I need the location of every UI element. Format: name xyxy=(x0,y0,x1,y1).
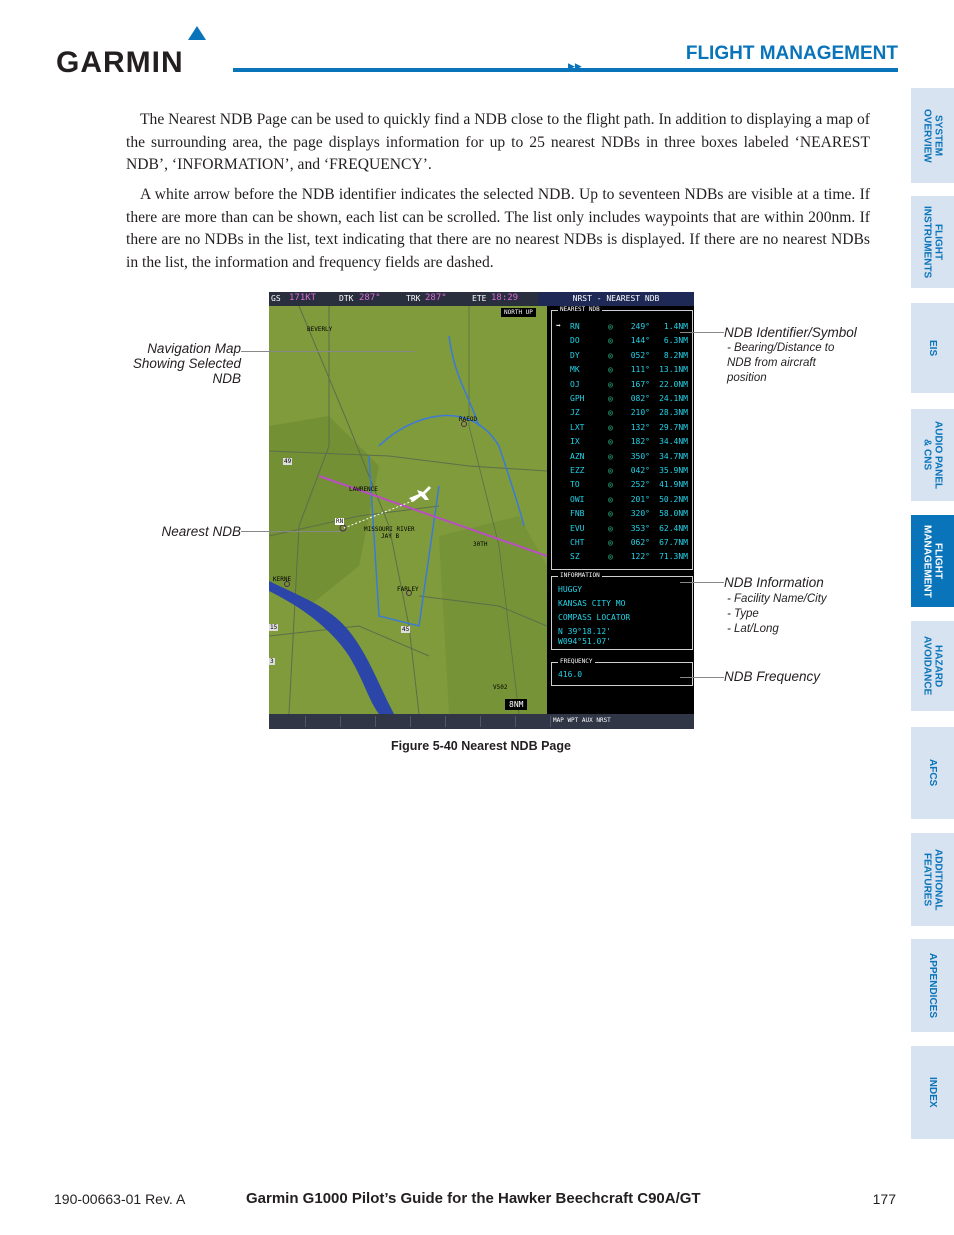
nearest-ndb-box xyxy=(551,306,693,570)
tab-hazard-avoidance[interactable] xyxy=(911,621,954,711)
ndb-distance: 50.2NM xyxy=(659,494,688,504)
ndb-row[interactable] xyxy=(556,407,690,421)
callout-ndb-information: NDB Information xyxy=(724,575,824,590)
ndb-row[interactable] xyxy=(556,494,690,508)
ndb-bearing: 082° xyxy=(630,394,650,403)
ndb-row[interactable] xyxy=(556,364,690,378)
ndb-bearing: 350° xyxy=(630,451,650,461)
tab-system-overview[interactable] xyxy=(911,88,954,183)
navigation-map[interactable] xyxy=(269,306,547,714)
tab-label: INDEX xyxy=(927,1077,938,1108)
ndb-row[interactable] xyxy=(556,321,690,335)
callout-nearest-ndb-leader xyxy=(241,531,341,532)
ndb-distance: 34.7NM xyxy=(659,451,688,461)
ndb-bearing: 252° xyxy=(630,480,650,490)
ndb-row[interactable] xyxy=(556,479,690,493)
ndb-symbol-icon: ◎ xyxy=(608,394,613,403)
info-lat: N 39°18.12' xyxy=(558,627,611,636)
gs-label: GS xyxy=(271,294,281,303)
callout-ndb-identifier-leader xyxy=(680,332,724,333)
map-graphics xyxy=(269,306,547,714)
brand-name: GARMIN xyxy=(56,46,184,79)
tab-label: AUDIO PANEL & CNS xyxy=(921,420,944,490)
ndb-bearing: 320° xyxy=(630,509,650,519)
tab-flight-management[interactable] xyxy=(911,515,954,607)
garmin-logo xyxy=(56,26,220,79)
map-label-hwy-3: 3 xyxy=(270,658,274,665)
info-city: KANSAS CITY MO xyxy=(558,599,626,608)
ndb-symbol-icon: ◎ xyxy=(608,466,613,475)
ndb-bearing: 111° xyxy=(630,365,650,375)
ndb-distance: 35.9NM xyxy=(659,466,688,475)
dtk-label: DTK xyxy=(339,294,354,303)
garmin-triangle-icon xyxy=(188,26,206,40)
softkey-bar xyxy=(269,714,694,729)
ndb-symbol-icon: ◎ xyxy=(608,552,613,562)
ndb-identifier: DO xyxy=(570,336,580,346)
ndb-distance: 62.4NM xyxy=(659,523,688,533)
tab-appendices[interactable] xyxy=(911,939,954,1032)
ndb-bearing: 210° xyxy=(630,408,650,418)
callout-ndb-identifier-sub: - Bearing/Distance to NDB from aircraft position xyxy=(727,342,835,384)
footer-page-number: 177 xyxy=(872,1191,896,1207)
ndb-bearing: 167° xyxy=(630,379,650,389)
trk-label: TRK xyxy=(406,294,421,303)
tab-label: APPENDICES xyxy=(927,952,938,1018)
nearest-ndb-box-label: NEAREST NDB xyxy=(560,306,600,313)
ndb-distance: 22.0NM xyxy=(659,379,688,389)
ndb-identifier: DY xyxy=(570,350,580,360)
map-label-hwy-49: 49 xyxy=(284,458,292,465)
tab-label: AFCS xyxy=(927,759,938,787)
ndb-identifier: GPH xyxy=(570,394,585,403)
ndb-row[interactable] xyxy=(556,451,690,465)
info-type: COMPASS LOCATOR xyxy=(558,613,631,622)
ndb-distance: 28.3NM xyxy=(659,408,688,418)
information-box-label: INFORMATION xyxy=(560,572,600,579)
map-label-hwy-45: 45 xyxy=(402,626,410,633)
dtk-value: 287° xyxy=(359,293,381,303)
tab-index[interactable] xyxy=(911,1046,954,1139)
ndb-identifier: IX xyxy=(570,437,580,447)
ndb-distance: 24.1NM xyxy=(659,394,688,403)
footer-doc-number: 190-00663-01 Rev. A xyxy=(54,1191,186,1207)
ndb-row[interactable] xyxy=(556,551,690,565)
ete-value: 18:29 xyxy=(491,293,519,303)
ndb-identifier: MK xyxy=(570,365,580,375)
map-label-raeod: RAEOD xyxy=(459,416,478,423)
softkey-5[interactable] xyxy=(411,716,446,727)
softkey-6[interactable] xyxy=(446,716,481,727)
ndb-bearing: 353° xyxy=(630,523,650,533)
ndb-symbol-icon: ◎ xyxy=(608,523,613,533)
ndb-distance: 67.7NM xyxy=(659,538,688,547)
page-group-indicator: MAP WPT AUX NRST xyxy=(553,717,611,724)
callout-ndb-information-sub: - Facility Name/City - Type - Lat/Long xyxy=(727,593,827,635)
gs-value: 171KT xyxy=(289,293,317,303)
ndb-row[interactable] xyxy=(556,422,690,436)
ndb-symbol-icon: ◎ xyxy=(608,408,613,418)
ndb-row[interactable] xyxy=(556,537,690,551)
ndb-row[interactable] xyxy=(556,508,690,522)
map-label-30th: 30TH xyxy=(473,541,488,548)
ndb-identifier: FNB xyxy=(570,509,585,519)
ndb-distance: 8.2NM xyxy=(663,350,688,360)
tab-label: EIS xyxy=(927,339,938,357)
ndb-identifier: LXT xyxy=(570,422,585,432)
ndb-symbol-icon: ◎ xyxy=(608,422,613,432)
ndb-distance: 6.3NM xyxy=(663,336,688,346)
header-rule xyxy=(233,68,898,72)
map-range: 8NM xyxy=(505,699,527,710)
header-arrow-icon: ▶▶ xyxy=(568,62,582,72)
ete-label: ETE xyxy=(472,294,487,303)
tab-label: HAZARD AVOIDANCE xyxy=(921,636,944,696)
ndb-symbol-icon: ◎ xyxy=(608,322,613,331)
map-label-kerne: KERNE xyxy=(273,576,292,583)
tab-label: SYSTEM OVERVIEW xyxy=(921,108,944,163)
ndb-bearing: 144° xyxy=(630,336,650,346)
ndb-row[interactable] xyxy=(556,465,690,479)
nearest-ndb-screenshot xyxy=(269,292,694,729)
ndb-symbol-icon: ◎ xyxy=(608,494,613,504)
ndb-identifier: EZZ xyxy=(570,466,585,475)
ndb-row[interactable] xyxy=(556,436,690,450)
frequency-box-label: FREQUENCY xyxy=(560,658,593,665)
map-label-v502: V502 xyxy=(493,684,508,691)
tab-label: ADDITIONAL FEATURES xyxy=(921,848,944,911)
ndb-symbol-icon: ◎ xyxy=(608,480,613,490)
ndb-row[interactable] xyxy=(556,379,690,393)
ndb-bearing: 062° xyxy=(630,538,650,547)
ndb-distance: 34.4NM xyxy=(659,437,688,447)
ndb-distance: 1.4NM xyxy=(663,322,688,331)
tab-eis[interactable] xyxy=(911,303,954,393)
ndb-bearing: 122° xyxy=(630,552,650,562)
map-label-rn: RN xyxy=(336,518,344,525)
ndb-identifier: OJ xyxy=(570,379,580,389)
callout-nearest-ndb: Nearest NDB xyxy=(161,524,241,539)
ndb-identifier: AZN xyxy=(570,451,585,461)
trk-value: 287° xyxy=(425,293,447,303)
tab-additional-features[interactable] xyxy=(911,833,954,926)
ndb-identifier: CHT xyxy=(570,538,585,547)
ndb-distance: 13.1NM xyxy=(659,365,688,375)
map-label-lawrence: LAWRENCE xyxy=(349,486,378,493)
frequency-value[interactable]: 416.0 xyxy=(558,670,583,679)
tab-label: FLIGHT INSTRUMENTS xyxy=(921,205,944,279)
ndb-bearing: 182° xyxy=(630,437,650,447)
ndb-identifier: OWI xyxy=(570,494,585,504)
figure-caption: Figure 5-40 Nearest NDB Page xyxy=(391,739,571,753)
ndb-distance: 29.7NM xyxy=(659,422,688,432)
ndb-distance: 71.3NM xyxy=(659,552,688,562)
footer-title: Garmin G1000 Pilot’s Guide for the Hawker Beechcraft C90A/GT xyxy=(246,1190,701,1207)
ndb-identifier: RN xyxy=(570,322,580,331)
softkey-4[interactable] xyxy=(376,716,411,727)
ndb-symbol-icon: ◎ xyxy=(608,509,613,519)
ndb-row[interactable] xyxy=(556,393,690,407)
callout-ndb-frequency: NDB Frequency xyxy=(724,669,821,684)
softkey-1[interactable] xyxy=(271,716,306,727)
ndb-bearing: 249° xyxy=(630,322,650,331)
selected-arrow-icon: ➡ xyxy=(556,321,561,330)
ndb-row[interactable] xyxy=(556,523,690,537)
map-label-jay: JAY B xyxy=(381,533,400,540)
softkey-8[interactable] xyxy=(516,716,551,727)
tab-label: FLIGHT MANAGEMENT xyxy=(921,524,944,598)
ndb-symbol-icon: ◎ xyxy=(608,451,613,461)
tab-flight-instruments[interactable] xyxy=(911,196,954,288)
softkey-2[interactable] xyxy=(306,716,341,727)
callout-ndb-frequency-leader xyxy=(680,677,724,678)
softkey-7[interactable] xyxy=(481,716,516,727)
ndb-bearing: 042° xyxy=(630,466,650,475)
ndb-identifier: SZ xyxy=(570,552,580,562)
ndb-identifier: JZ xyxy=(570,408,580,418)
callout-ndb-identifier: NDB Identifier/Symbol xyxy=(724,325,857,340)
info-lon: W094°51.07' xyxy=(558,637,611,646)
nearest-ndb-panel xyxy=(548,306,694,714)
page-header: NRST - NEAREST NDB xyxy=(538,292,694,306)
ndb-symbol-icon: ◎ xyxy=(608,538,613,547)
info-facility-name: HUGGY xyxy=(558,585,583,594)
callout-nav-map: Navigation Map Showing Selected NDB xyxy=(132,341,241,386)
ndb-symbol-icon: ◎ xyxy=(608,350,613,360)
north-up-indicator: NORTH UP xyxy=(501,308,536,317)
map-label-beverly: BEVERLY xyxy=(307,326,333,333)
ndb-distance: 58.0NM xyxy=(659,509,688,519)
softkey-3[interactable] xyxy=(341,716,376,727)
ndb-row[interactable] xyxy=(556,335,690,349)
ndb-symbol-icon: ◎ xyxy=(608,336,613,346)
callout-ndb-information-leader xyxy=(680,582,724,583)
ndb-distance: 41.9NM xyxy=(659,480,688,490)
paragraph-intro: The Nearest NDB Page can be used to quickly find a NDB close to the flight path. In addition to displaying a map of the surrounding area, the page displays information for up to 25 nearest NDBs in three boxes labeled ‘NEAREST NDB’, ‘INFORMATION’, and ‘FREQUENCY’. xyxy=(126,111,870,173)
map-label-hwy-15: 15 xyxy=(270,624,278,631)
map-label-farley: FARLEY xyxy=(397,586,419,593)
ndb-bearing: 201° xyxy=(630,494,650,504)
frequency-box xyxy=(551,658,693,686)
ndb-bearing: 132° xyxy=(630,422,650,432)
ndb-symbol-icon: ◎ xyxy=(608,437,613,447)
section-title: FLIGHT MANAGEMENT xyxy=(685,43,898,64)
tab-audio-panel-cns[interactable] xyxy=(911,409,954,501)
map-label-missouri-river: MISSOURI RIVER xyxy=(364,526,415,533)
information-box xyxy=(551,572,693,650)
ndb-row[interactable] xyxy=(556,350,690,364)
ndb-symbol-icon: ◎ xyxy=(608,379,613,389)
ndb-identifier: EVU xyxy=(570,523,585,533)
paragraph-selection: A white arrow before the NDB identifier indicates the selected NDB. Up to seventeen NDBs are visible at a time. If there are more than can be shown, each list can be scrolled. The list only includes waypoints that are within 200nm. If there are no NDBs in the list, text indicating that there are no nearest NDBs is displayed. If there are no nearest NDBs in the list, the information and frequency fields are dashed. xyxy=(126,186,870,271)
callout-nav-map-leader xyxy=(241,351,415,352)
ndb-bearing: 052° xyxy=(630,350,650,360)
ndb-symbol-icon: ◎ xyxy=(608,365,613,375)
ndb-identifier: TO xyxy=(570,480,580,490)
